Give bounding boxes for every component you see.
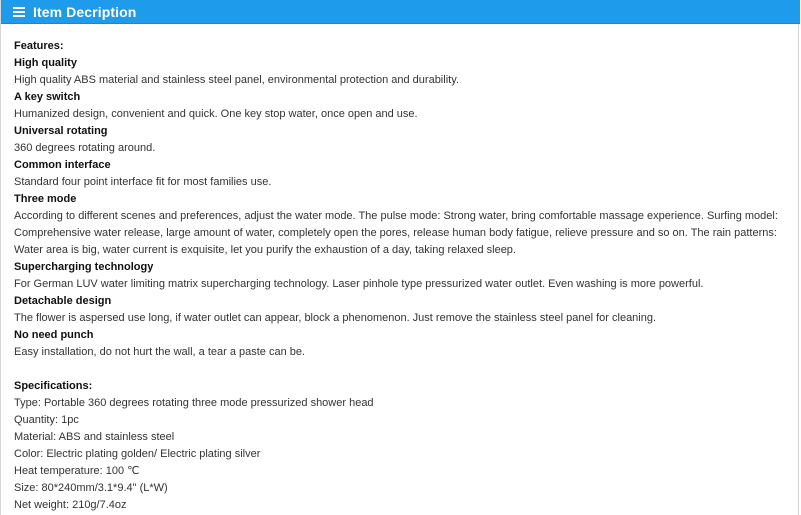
feature-title: Detachable design [14,295,112,307]
section-spacer [14,361,794,378]
feature-title: Three mode [14,193,77,205]
feature-title: A key switch [14,91,81,103]
spec-color: Color: Electric plating golden/ Electric plating silver [14,448,261,460]
feature-text: For German LUV water limiting matrix supercharging technology. Laser pinhole type pressurized water outlet. Even washing is more powerful. [14,278,704,290]
spec-material: Material: ABS and stainless steel [14,431,175,443]
feature-text: Easy installation, do not hurt the wall, a tear a paste can be. [14,346,306,358]
menu-icon [13,7,25,17]
spec-quantity: Quantity: 1pc [14,414,79,426]
panel-header [1,0,800,24]
feature-title: Common interface [14,159,111,171]
feature-text: 360 degrees rotating around. [14,142,156,154]
feature-text: High quality ABS material and stainless steel panel, environmental protection and durability. [14,74,459,86]
feature-text: Comprehensive water release, large amount of water, completely open the pores, release human body fatigue, relieve pressure and so on. The rain patterns: [14,227,777,239]
feature-text: The flower is aspersed use long, if water outlet can appear, block a phenomenon. Just remove the stainless steel panel for cleaning. [14,312,657,324]
spec-size: Size: 80*240mm/3.1*9.4" (L*W) [14,482,168,494]
spec-heat-temperature: Heat temperature: 100 ℃ [14,465,140,477]
feature-text: Humanized design, convenient and quick. One key stop water, once open and use. [14,108,418,120]
feature-text: Standard four point interface fit for most families use. [14,176,272,188]
feature-title: No need punch [14,329,94,341]
panel-title: Item Decription [33,3,137,20]
spec-type: Type: Portable 360 degrees rotating three mode pressurized shower head [14,397,374,409]
description-content [14,38,794,514]
feature-title: Supercharging technology [14,261,154,273]
feature-title: High quality [14,57,77,69]
feature-text: According to different scenes and preferences, adjust the water mode. The pulse mode: Strong water, bring comfortable massage experience. Surfing model: [14,210,778,222]
features-heading: Features: [14,40,64,52]
feature-text: Water area is big, water current is exquisite, let you purify the exhaustion of a day, taking relaxed sleep. [14,244,516,256]
specifications-heading: Specifications: [14,380,93,392]
spec-net-weight: Net weight: 210g/7.4oz [14,499,127,511]
feature-title: Universal rotating [14,125,108,137]
